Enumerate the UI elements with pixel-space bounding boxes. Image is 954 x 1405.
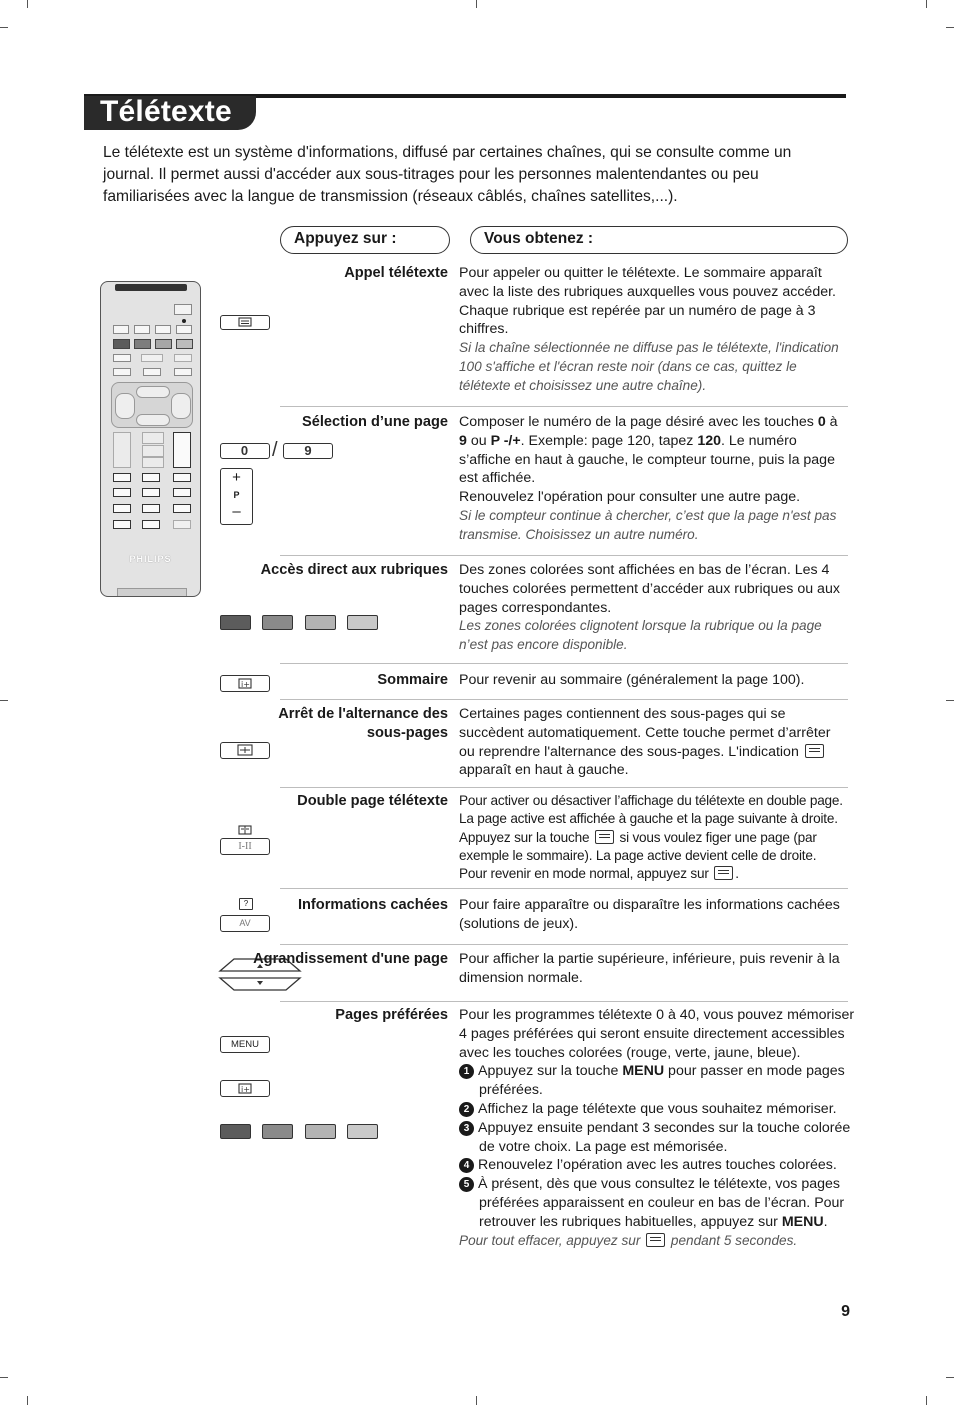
row-separator	[280, 944, 848, 945]
label-arret: Arrêt de l'alternance des sous-pages	[278, 706, 448, 741]
volume-program-keys	[113, 432, 191, 468]
desc-selection	[459, 413, 847, 545]
green-key[interactable]	[262, 615, 293, 630]
double-page-label: I-II	[238, 841, 252, 852]
yellow-key[interactable]	[305, 615, 336, 630]
title-tab	[84, 96, 256, 130]
remote-row-icons	[113, 325, 191, 333]
step-number: 3	[459, 1121, 474, 1136]
label-double: Double page télétexte	[297, 793, 448, 809]
label-agrand: Agrandissement d'une page	[253, 951, 448, 967]
remote-color-keys	[113, 339, 191, 348]
number-keypad	[113, 473, 191, 529]
desc-pages	[459, 1006, 857, 1250]
desc-arret-b: apparaît en haut à gauche.	[459, 762, 629, 779]
step-text: À présent, dès que vous consultez le télétexte, vos pages préférées apparaissent en couleur en bas de l’écran. Pour retrouver les rubriques habituelles, appuyez sur	[478, 1176, 845, 1230]
desc-arret	[459, 705, 847, 780]
green-key[interactable]	[262, 1124, 293, 1139]
color-keys-group	[220, 615, 380, 631]
blue-key[interactable]	[347, 615, 378, 630]
step-3	[459, 1119, 857, 1157]
step-text-end: .	[823, 1213, 828, 1230]
color-keys-group-2	[220, 1124, 380, 1140]
double-page-key[interactable]	[220, 838, 270, 855]
double-page-icon	[238, 822, 252, 832]
step-number: 4	[459, 1158, 474, 1173]
svg-text:i+: i+	[241, 680, 250, 689]
header-press-label: Appuyez sur :	[294, 230, 397, 247]
row-separator	[280, 888, 848, 889]
label-sommaire: Sommaire	[377, 672, 448, 688]
row-separator	[280, 555, 848, 556]
page-number: 9	[841, 1303, 850, 1320]
row-separator	[280, 663, 848, 664]
desc-pages-text: Pour les programmes télétexte 0 à 40, vous pouvez mémoriser 4 pages préférées qui seront ensuite directement accessibles avec les touches colorées (rouge, verte, jaune, bleue).	[459, 1007, 855, 1061]
step-text: Renouvelez l’opération avec les autres touches colorées.	[478, 1157, 837, 1174]
reveal-key[interactable]	[220, 915, 270, 932]
desc-double-b: si vous voulez figer une page (par exemple le sommaire). La page active devient celle de droite. Pour revenir en mode normal, appuyez sur	[459, 829, 817, 882]
remote-control-illustration	[100, 281, 201, 597]
step-text: Appuyez sur la touche	[478, 1063, 623, 1080]
red-key[interactable]	[220, 615, 251, 630]
step-number: 5	[459, 1177, 474, 1192]
step-4	[459, 1156, 857, 1175]
crop-mark	[476, 0, 477, 8]
desc-sommaire: Pour revenir au sommaire (généralement la page 100).	[459, 672, 805, 688]
remote-top-bar	[115, 284, 187, 291]
crop-mark	[476, 1396, 477, 1405]
desc-double-a: Pour activer ou désactiver l’affichage du télétexte en double page. La page active est affichée à gauche et la page suivante à droite. Appuyez sur la touche	[459, 793, 843, 845]
key-120-inline: 120	[697, 432, 722, 449]
reveal-icon: ?	[239, 898, 253, 910]
desc-selection-c: ou	[466, 432, 491, 449]
row-separator	[280, 1001, 848, 1002]
desc-info: Pour faire apparaître ou disparaître les informations cachées (solutions de jeux).	[459, 897, 840, 932]
subpage-indicator-icon	[805, 744, 824, 758]
step-text: Appuyez ensuite pendant 3 secondes sur la touche colorée de votre choix. La page est mémorisée.	[478, 1119, 851, 1155]
crop-mark	[926, 0, 927, 8]
note-pages-a: Pour tout effacer, appuyez sur	[459, 1232, 645, 1248]
menu-label: MENU	[231, 1039, 259, 1050]
hold-inline-icon	[595, 830, 614, 844]
crop-mark	[0, 1377, 8, 1378]
header-result	[470, 226, 848, 254]
remote-bottom	[117, 588, 187, 597]
desc-acces	[459, 561, 847, 655]
desc-appel	[459, 264, 847, 396]
crop-mark	[926, 1396, 927, 1405]
row-separator	[280, 699, 848, 700]
program-label: P	[233, 490, 240, 500]
power-button	[174, 304, 192, 315]
label-appel: Appel télétexte	[344, 265, 448, 281]
led-dot	[182, 319, 186, 323]
header-result-label: Vous obtenez :	[484, 230, 594, 247]
row-separator	[280, 406, 848, 407]
teletext-icon	[221, 316, 269, 329]
crop-mark	[946, 27, 954, 28]
header-press	[280, 226, 450, 254]
minus-icon: –	[232, 503, 241, 520]
yellow-key[interactable]	[305, 1124, 336, 1139]
hold-key[interactable]	[220, 742, 270, 759]
double-inline-icon	[714, 866, 733, 880]
plus-icon: +	[232, 469, 241, 486]
desc-selection-2: Renouvelez l'opération pour consulter une autre page.	[459, 489, 801, 506]
note-pages-b: pendant 5 secondes.	[667, 1232, 798, 1248]
step-number: 1	[459, 1064, 474, 1079]
label-acces: Accès direct aux rubriques	[260, 562, 448, 578]
crop-mark	[946, 700, 954, 701]
program-key[interactable]	[220, 468, 253, 525]
av-label: AV	[239, 918, 251, 928]
red-key[interactable]	[220, 1124, 251, 1139]
menu-key[interactable]	[220, 1036, 270, 1053]
crop-mark	[0, 700, 8, 701]
crop-mark	[27, 1396, 28, 1405]
digit-9-label: 9	[304, 443, 312, 458]
key-9-inline: 9	[459, 432, 467, 449]
desc-double-c: .	[735, 866, 739, 882]
blue-key[interactable]	[347, 1124, 378, 1139]
desc-agrand: Pour afficher la partie supérieure, inférieure, puis revenir à la dimension normale.	[459, 951, 840, 986]
step-key: MENU	[622, 1063, 665, 1080]
desc-selection-d: . Exemple: page 120, tapez	[520, 432, 698, 449]
crop-mark	[27, 0, 28, 8]
row-separator	[280, 787, 848, 788]
remote-brand: PHILIPS	[129, 554, 172, 564]
index-icon	[221, 1081, 269, 1096]
desc-selection-e: . Le numéro s’affiche en haut à gauche, le compteur tourne, puis la page est affichée.	[459, 432, 835, 487]
label-selection: Sélection d’une page	[302, 414, 448, 430]
note-selection: Si le compteur continue à chercher, c’est que la page n'est pas transmise. Choisissez un autre numéro.	[459, 507, 837, 542]
page-title: Télétexte	[100, 95, 232, 128]
desc-arret-a: Certaines pages contiennent des sous-pages qui se succèdent automatiquement. Cette touche permet d’arrêter ou reprendre l'alternance des sous-pages. L'indication	[459, 706, 831, 760]
step-text-end: pour passer en mode pages préférées.	[479, 1063, 845, 1099]
note-pages	[459, 1232, 857, 1251]
digit-0-key[interactable]	[220, 443, 270, 459]
step-text: Affichez la page télétexte que vous souhaitez mémoriser.	[478, 1100, 837, 1117]
intro-paragraph: Le télétexte est un système d'informations, diffusé par certaines chaînes, qui se consulte comme un journal. Il permet aussi d'accéder aux sous-titrages pour les personnes malentendantes ou peu familiarisées avec la langue de transmission (réseaux câblés, chaînes satellites,...).	[103, 144, 792, 205]
label-pages: Pages préférées	[335, 1007, 448, 1023]
note-appel: Si la chaîne sélectionnée ne diffuse pas le télétexte, l'indication 100 s'affiche et l'écran reste noir (dans ce cas, quittez le télétexte et choisissez une autre chaîne).	[459, 340, 839, 393]
digit-9-key[interactable]	[283, 443, 333, 459]
digit-0-label: 0	[240, 443, 250, 458]
step-number: 2	[459, 1102, 474, 1117]
step-2	[459, 1100, 857, 1119]
desc-acces-text: Des zones colorées sont affichées en bas de l’écran. Les 4 touches colorées permettent d’accéder aux rubriques ou aux pages correspondantes.	[459, 562, 840, 616]
crop-mark	[946, 1377, 954, 1378]
desc-appel-text: Pour appeler ou quitter le télétexte. Le sommaire apparaît avec la liste des rubriques auxquelles vous pouvez accéder. Chaque rubrique est repérée par un numéro de page à 3 chiffres.	[459, 265, 836, 338]
crop-mark	[0, 27, 8, 28]
navigation-pad	[111, 382, 193, 428]
note-acces: Les zones colorées clignotent lorsque la rubrique ou la page n’est pas encore disponible.	[459, 618, 822, 653]
key-0-inline: 0	[817, 414, 826, 430]
step-5	[459, 1175, 857, 1231]
teletext-key[interactable]	[220, 315, 270, 330]
desc-selection-a: Composer le numéro de la page désiré avec les touches	[459, 414, 818, 430]
index-inline-icon	[646, 1233, 665, 1247]
key-p-inline: P -/+	[490, 432, 521, 449]
remote-row-3	[113, 368, 191, 376]
index-key-2[interactable]	[220, 1080, 270, 1097]
desc-double	[459, 792, 847, 883]
step-key: MENU	[781, 1213, 824, 1230]
slash-separator: /	[272, 439, 278, 461]
remote-row-2	[113, 354, 191, 362]
svg-text:i+: i+	[241, 1085, 250, 1094]
step-1	[459, 1062, 857, 1100]
label-info: Informations cachées	[297, 897, 448, 913]
hold-icon	[221, 743, 269, 758]
desc-selection-b: à	[825, 414, 838, 430]
